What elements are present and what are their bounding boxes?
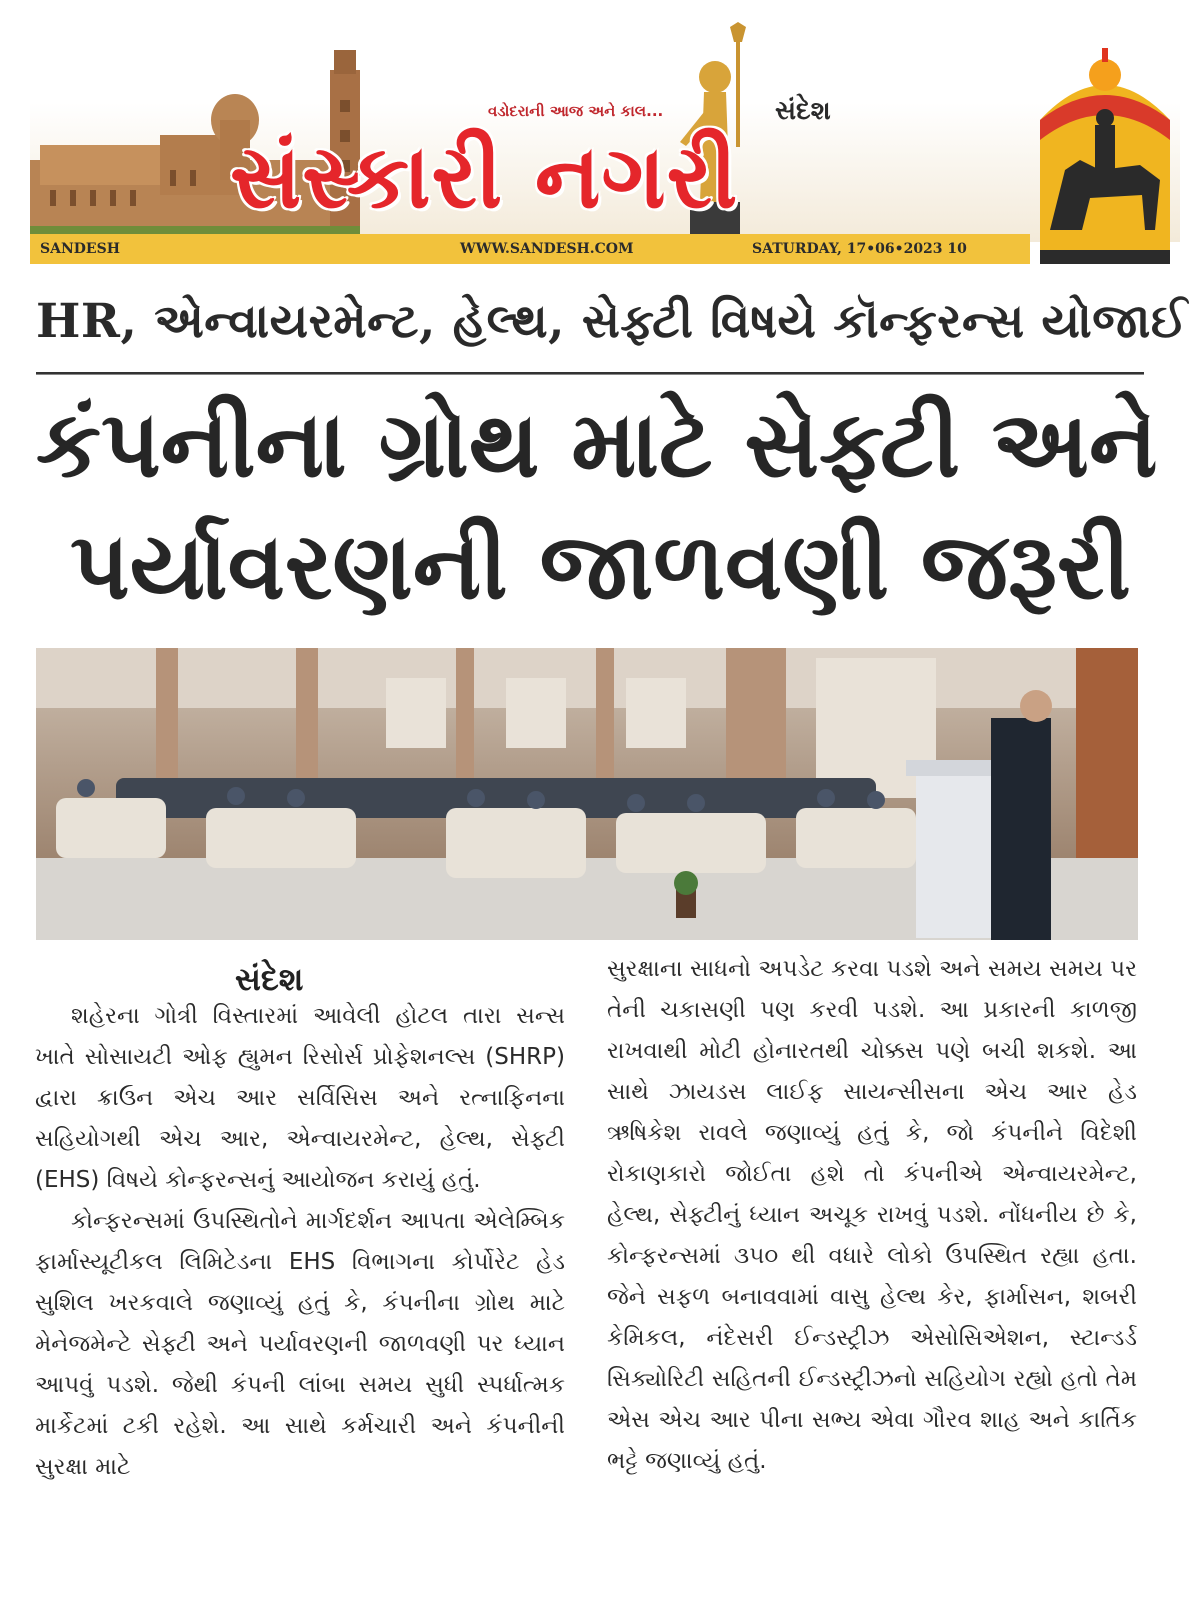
brand-name: સંદેશ <box>775 96 831 126</box>
article-kicker: HR, એન્વાયરમેન્ટ, હેલ્થ, સેફ્ટી વિષયે કૉન્ફરન્સ યોજાઈ <box>36 294 1188 349</box>
publication-name: SANDESH <box>40 241 120 257</box>
article-headline <box>36 384 1158 634</box>
headline-line-1: કંપનીના ગ્રોથ માટે સેફ્ટી અને <box>36 391 1158 498</box>
masthead-info-bar <box>30 234 1030 264</box>
headline-line-2: પર્યાવરણની જાળવણી જરૂરી <box>70 513 1131 620</box>
article-column-right <box>607 949 1137 1482</box>
article-column-left <box>35 996 565 1488</box>
article-paragraph: શહેરના ગોત્રી વિસ્તારમાં આવેલી હોટલ તારા સન્સ ખાતે સોસાયટી ઓફ હ્યુમન રિસોર્સ પ્રોફેશનલ્સ (SHRP) દ્વારા ક્રાઉન એચ આર સર્વિસિસ અને રત્નાફિનના સહિયોગથી એચ આર, એન્વાયરમેન્ટ, હેલ્થ, સેફ્ટી (EHS) વિષયે કોન્ફરન્સનું આયોજન કરાયું હતું. <box>35 1003 565 1193</box>
article-paragraph: કોન્ફરન્સમાં ઉપસ્થિતોને માર્ગદર્શન આપતા એલેમ્બિક ફાર્માસ્યૂટીકલ લિમિટેડના EHS વિભાગના કોર્પોરેટ હેડ સુશિલ ખરકવાલે જણાવ્યું હતું કે, કંપનીના ગ્રોથ માટે મેનેજમેન્ટે સેફ્ટી અને પર્યાવરણની જાળવણી પર ધ્યાન આપવું પડશે. જેથી કંપની લાંબા સમય સુધી સ્પર્ધાત્મક માર્કેટમાં ટકી રહેશે. આ સાથે કર્મચારી અને કંપનીની સુરક્ષા માટે <box>35 1208 565 1480</box>
article-byline: સંદેશ <box>235 960 304 998</box>
article-paragraph: સુરક્ષાના સાધનો અપડેટ કરવા પડશે અને સમય સમય પર તેની ચકાસણી પણ કરવી પડશે. આ પ્રકારની કાળજી રાખવાથી મોટી હોનારતથી ચોક્કસ પણે બચી શકશે. આ સાથે ઝાયડસ લાઈફ સાયન્સીસના એચ આર હેડ ઋષિકેશ રાવલે જણાવ્યું હતું કે, જો કંપનીને વિદેશી રોકાણકારો જોઈતા હશે તો કંપનીએ એન્વાયરમેન્ટ, હેલ્થ, સેફ્ટીનું ધ્યાન અચૂક રાખવું પડશે. નોંધનીય છે કે, કોન્ફરન્સમાં ૩૫૦ થી વધારે લોકો ઉપસ્થિત રહ્યા હતા. જેને સફળ બનાવવામાં વાસુ હેલ્થ કેર, ફાર્માસન, શબરી કેમિકલ, નંદેસરી ઈન્ડસ્ટ્રીઝ એસોસિએશન, સ્ટાન્ડર્ડ સિક્યોરિટી સહિતની ઈન્ડસ્ટ્રીઝનો સહિયોગ રહ્યો હતો તેમ એસ એચ આર પીના સભ્ય એવા ગૌરવ શાહ અને કાર્તિક ભટ્ટે જણાવ્યું હતું. <box>607 956 1137 1474</box>
masthead-title: સંસ્કારી નગરી <box>230 125 739 228</box>
headline-divider <box>36 372 1144 375</box>
conference-hall-photo <box>36 648 1138 940</box>
masthead-tagline: વડોદરાની આજ અને કાલ... <box>488 102 664 120</box>
edition-date: SATURDAY, 17•06•2023 10 <box>752 241 967 257</box>
website-url: WWW.SANDESH.COM <box>460 241 634 257</box>
masthead <box>30 10 1180 266</box>
